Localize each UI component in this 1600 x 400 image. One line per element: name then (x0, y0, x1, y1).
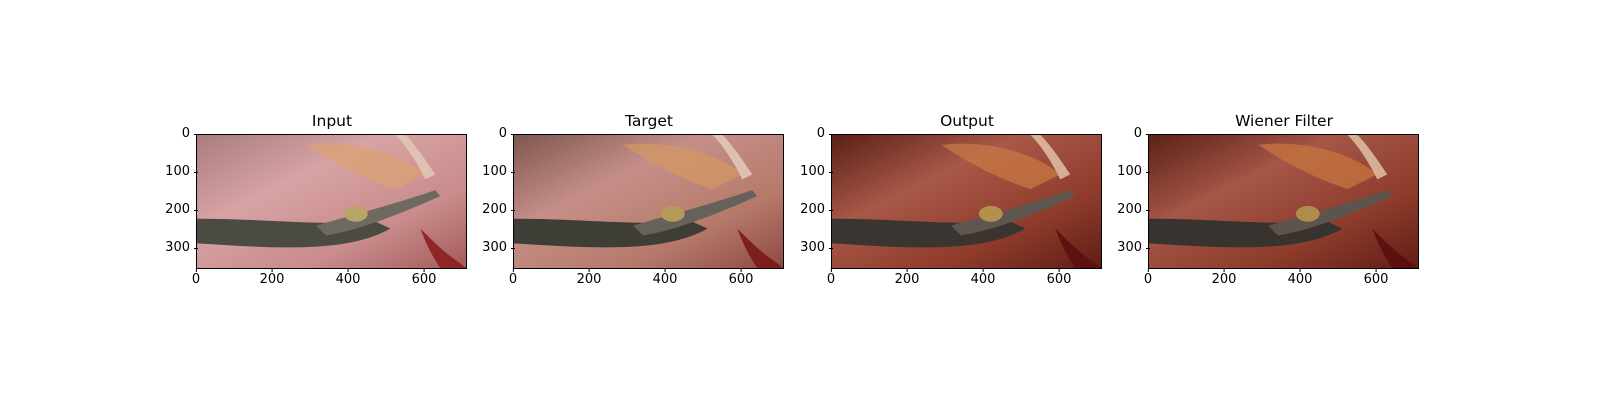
y-tick-label: 100 (165, 164, 190, 179)
y-tick-label: 200 (1117, 202, 1142, 217)
panel-wiener-filter (1114, 108, 1414, 288)
y-tick-label: 0 (816, 126, 825, 141)
x-tick-label: 0 (191, 272, 201, 287)
image-plot-input (196, 134, 467, 269)
y-tick-label: 100 (1117, 164, 1142, 179)
x-tick-label: 200 (576, 272, 602, 287)
y-tick-label: 200 (482, 202, 507, 217)
y-tick-label: 0 (1133, 126, 1142, 141)
panel-title: Target (625, 112, 673, 130)
y-tick-label: 200 (165, 202, 190, 217)
x-tick-label: 400 (335, 272, 361, 287)
x-tick-label: 400 (970, 272, 996, 287)
y-tick-label: 300 (800, 240, 825, 255)
surgical-image-target (514, 135, 783, 268)
x-tick-label: 0 (826, 272, 836, 287)
x-tick-label: 0 (508, 272, 518, 287)
panel-output (797, 108, 1097, 288)
image-plot-target (513, 134, 784, 269)
y-tick-label: 0 (181, 126, 190, 141)
x-tick-label: 600 (1363, 272, 1389, 287)
panel-title: Output (940, 112, 994, 130)
panel-input (162, 108, 462, 288)
image-plot-output (831, 134, 1102, 269)
y-tick-label: 300 (1117, 240, 1142, 255)
surgical-image-wiener (1149, 135, 1418, 268)
y-tick-label: 200 (800, 202, 825, 217)
x-tick-label: 0 (1143, 272, 1153, 287)
panel-target (479, 108, 779, 288)
surgical-image-input (197, 135, 466, 268)
x-tick-label: 400 (1287, 272, 1313, 287)
x-tick-label: 600 (728, 272, 754, 287)
y-tick-label: 100 (482, 164, 507, 179)
x-tick-label: 200 (1211, 272, 1237, 287)
panel-title: Input (311, 112, 353, 130)
image-plot-wiener-filter (1148, 134, 1419, 269)
y-tick-label: 0 (498, 126, 507, 141)
y-tick-label: 300 (482, 240, 507, 255)
x-tick-label: 600 (411, 272, 437, 287)
x-tick-label: 600 (1046, 272, 1072, 287)
surgical-image-output (832, 135, 1101, 268)
panel-title: Wiener Filter (1235, 112, 1333, 130)
x-tick-label: 200 (259, 272, 285, 287)
x-tick-label: 200 (894, 272, 920, 287)
y-tick-label: 100 (800, 164, 825, 179)
x-tick-label: 400 (652, 272, 678, 287)
y-tick-label: 300 (165, 240, 190, 255)
